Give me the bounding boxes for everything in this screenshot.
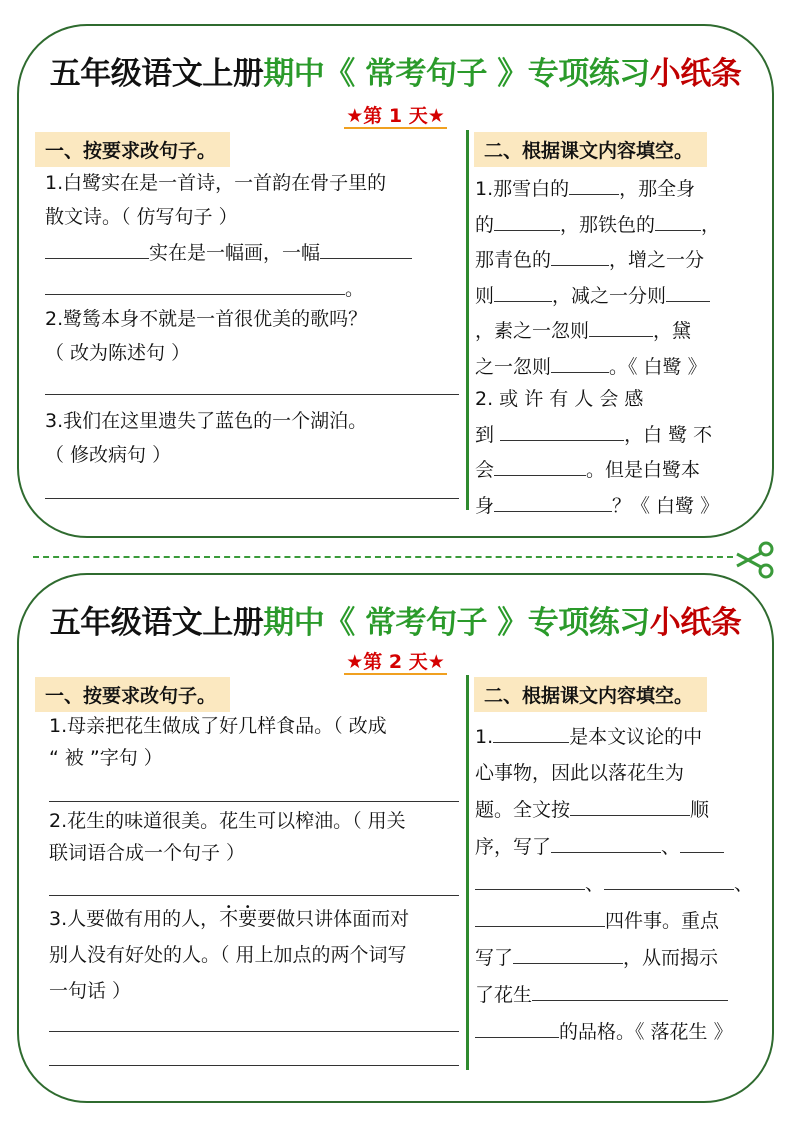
blank[interactable]: [475, 1013, 559, 1038]
answer-line[interactable]: [49, 1065, 459, 1066]
dotted-word-2: 要: [238, 908, 258, 930]
day1-title: [19, 48, 772, 93]
day2-card: [17, 573, 774, 1103]
blank[interactable]: [655, 206, 701, 231]
column-divider: [466, 130, 469, 510]
dotted-word-1: 不: [219, 908, 239, 930]
day2-left-q2: 2.花生的味道很美。花生可以榨油。（ 用关 联词语合成一个句子 ）: [49, 810, 406, 864]
blank[interactable]: [494, 487, 612, 512]
day1-left-heading: 一、按要求改句子。: [35, 132, 230, 167]
day2-left-q1: 1.母亲把花生做成了好几样食品。（ 改成 “ 被 ”字句 ）: [49, 715, 387, 769]
blank-3[interactable]: [45, 270, 345, 295]
title-topic: 期中《 常考句子 》专项练习: [263, 605, 650, 641]
blank[interactable]: [532, 976, 728, 1001]
blank-1[interactable]: [45, 234, 149, 259]
cut-line: [33, 556, 733, 558]
title-grade: 五年级语文上册: [49, 605, 264, 641]
day2-label: ★第 2 天★: [346, 651, 445, 673]
day1-left-q2: 2.鹭鸶本身不就是一首很优美的歌吗？ （ 改为陈述句 ）: [45, 308, 368, 364]
blank[interactable]: [475, 865, 585, 890]
blank[interactable]: [666, 277, 710, 302]
day1-right-q1: 1.那雪白的 ，那全身 的 ，那铁色的 ， 那青色的 ，增之一分 则 ，减之一分则 ，素之一忽则 ，黛 之一忽则 。《 白鹭 》 2. 或 许 有 人 会 感 到 ，白 鹭 不 会 。但是白鹭本 身 ？《 白鹭 》: [475, 170, 765, 522]
answer-line[interactable]: [49, 801, 459, 802]
blank[interactable]: [475, 902, 605, 927]
blank[interactable]: [494, 206, 560, 231]
blank[interactable]: [494, 277, 552, 302]
answer-line[interactable]: [49, 895, 459, 896]
blank[interactable]: [551, 348, 609, 373]
title-grade: 五年级语文上册: [49, 56, 264, 92]
blank[interactable]: [500, 416, 624, 441]
blank[interactable]: [570, 791, 690, 816]
day2-title: [19, 597, 772, 642]
blank[interactable]: [680, 828, 724, 853]
title-note: 小纸条: [649, 605, 742, 641]
day1-right-heading: 二、根据课文内容填空。: [474, 132, 707, 167]
blank[interactable]: [494, 451, 586, 476]
day1-left-q3: 3.我们在这里遗失了蓝色的一个湖泊。 （ 修改病句 ）: [45, 410, 368, 466]
answer-line[interactable]: [45, 498, 459, 499]
scissors-icon: [733, 540, 777, 580]
blank[interactable]: [604, 865, 734, 890]
answer-line[interactable]: [45, 394, 459, 395]
title-note: 小纸条: [649, 56, 742, 92]
column-divider: [466, 675, 469, 1070]
day1-left-q1: 1.白鹭实在是一首诗，一首韵在骨子里的 散文诗。（ 仿写句子 ） 实在是一幅画，一幅 。: [45, 166, 465, 306]
day1-card: [17, 24, 774, 538]
day2-left-heading: 一、按要求改句子。: [35, 677, 230, 712]
blank[interactable]: [551, 241, 609, 266]
title-topic: 期中《 常考句子 》专项练习: [263, 56, 650, 92]
blank[interactable]: [493, 718, 569, 743]
answer-line[interactable]: [49, 1031, 459, 1032]
blank[interactable]: [513, 939, 623, 964]
day2-left-q3: 3.人要做有用的人，不要要做只讲体面而对 别人没有好处的人。（ 用上加点的两个词写 一句话 ）: [49, 908, 410, 1002]
blank[interactable]: [551, 828, 661, 853]
day2-right-q1: 1. 是本文议论的中 心事物，因此以落花生为 题。全文按 顺 序，写了 、 、 、 四件事。重点 写了 ，从而揭示 了花生 的品格。《 落花生 》: [475, 718, 767, 1050]
day2-right-heading: 二、根据课文内容填空。: [474, 677, 707, 712]
blank[interactable]: [569, 170, 619, 195]
blank[interactable]: [589, 312, 653, 337]
blank-2[interactable]: [320, 234, 412, 259]
day1-label: ★第 1 天★: [346, 105, 445, 127]
